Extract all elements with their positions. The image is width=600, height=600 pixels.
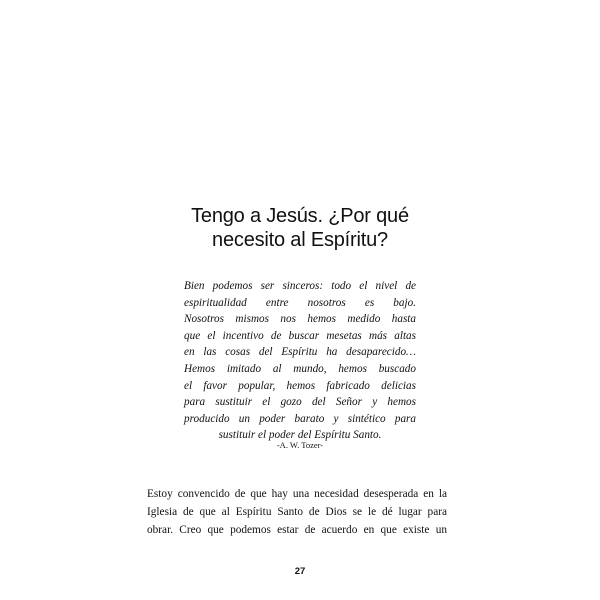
epigraph-line: sustituir el poder del Espíritu Santo.: [218, 429, 382, 442]
chapter-title: [150, 204, 450, 252]
epigraph-line: para sustituir el gozo del Señor y hemos: [184, 396, 416, 409]
epigraph-line: espiritualidad entre nosotros es bajo.: [184, 296, 416, 309]
body-line: Estoy convencido de que hay una necesidad desesperada en la: [147, 488, 447, 500]
page-number: 27: [294, 566, 306, 577]
epigraph-quote: [184, 278, 416, 444]
epigraph-line: Hemos imitado al mundo, hemos buscado: [184, 362, 416, 375]
body-line: obrar. Creo que podemos estar de acuerdo en que existe un: [147, 523, 447, 536]
epigraph-line: que el incentivo de buscar mesetas más altas: [184, 329, 416, 342]
chapter-title-line: necesito al Espíritu?: [212, 229, 388, 251]
chapter-title-line: Tengo a Jesús. ¿Por qué: [191, 205, 409, 227]
body-line: Iglesia de que al Espíritu Santo de Dios se le dé lugar para: [147, 505, 447, 518]
epigraph-line: Bien podemos ser sinceros: todo el nivel de: [184, 280, 416, 292]
body-paragraph: [147, 486, 447, 539]
epigraph-line: producido un poder barato y sintético para: [184, 412, 416, 425]
epigraph-line: en las cosas del Espíritu ha desaparecido…: [184, 346, 416, 359]
epigraph-attribution: -A. W. Tozer-: [276, 440, 324, 450]
epigraph-line: Nosotros mismos nos hemos medido hasta: [184, 313, 416, 326]
epigraph-line: el favor popular, hemos fabricado delicias: [184, 379, 416, 392]
